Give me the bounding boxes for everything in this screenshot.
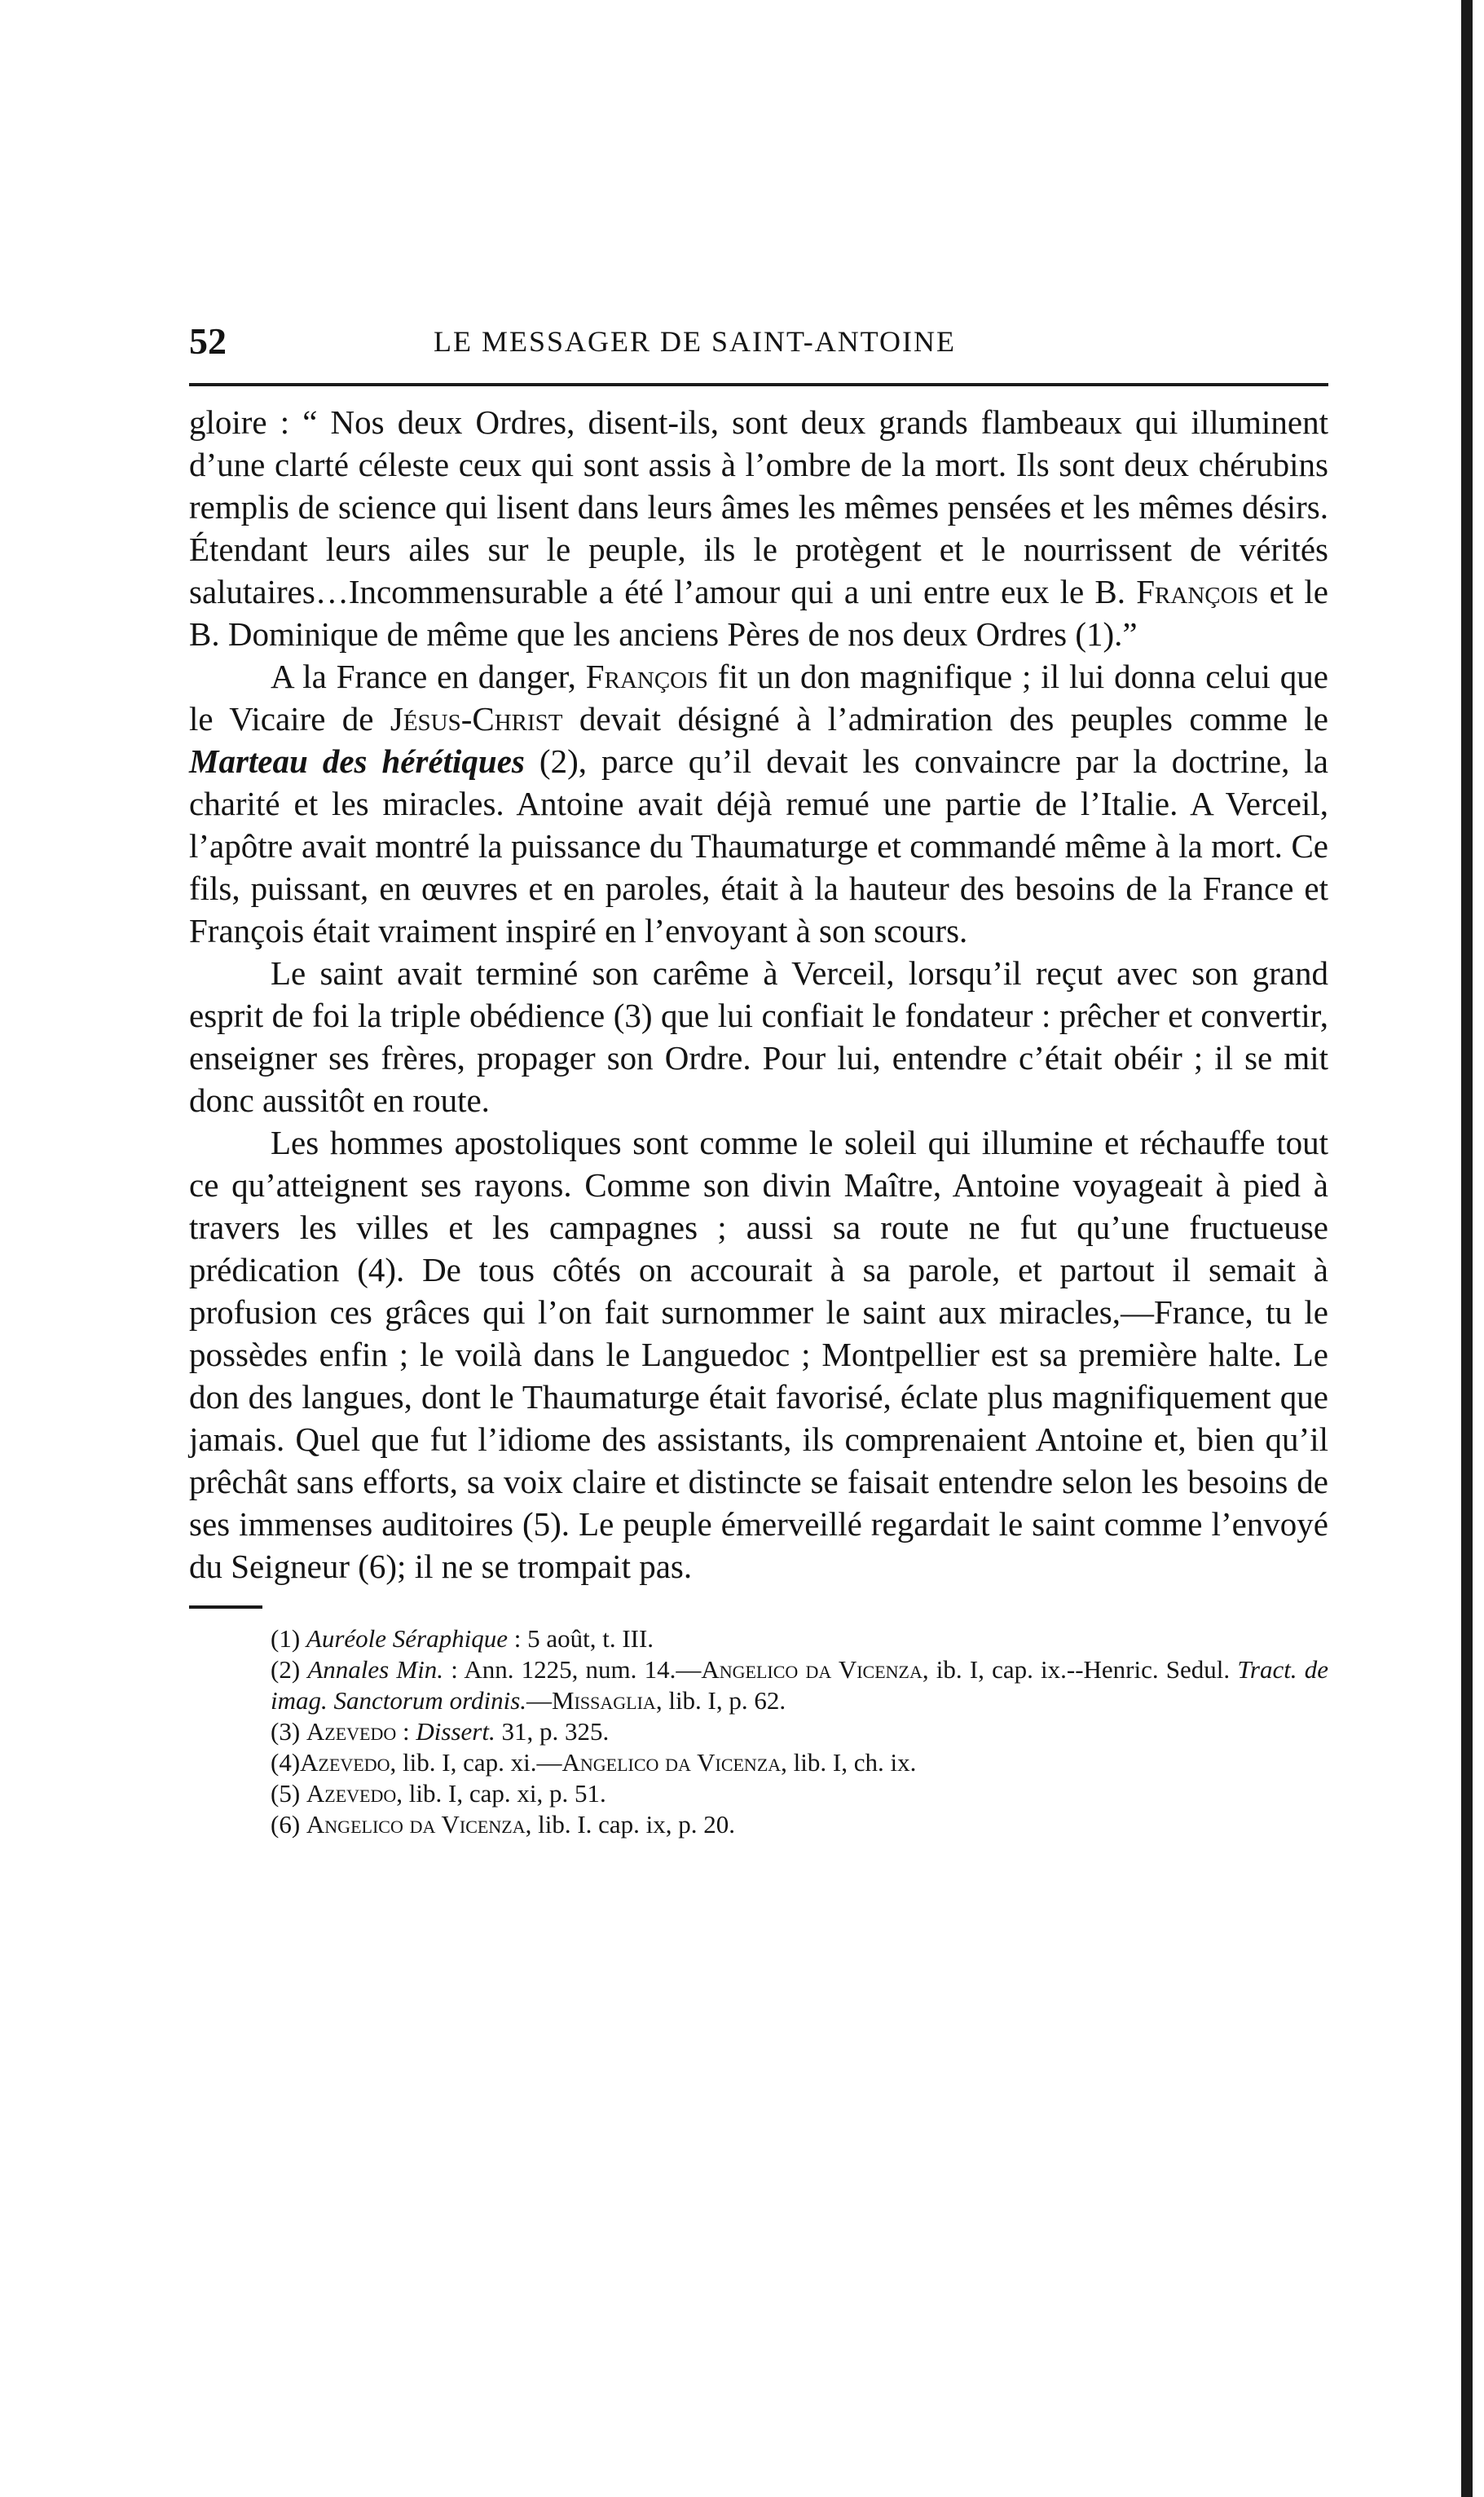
footnote-3-author: Azevedo: [306, 1717, 397, 1746]
paragraph-2-text-g: (2), parce qu’il devait les convaincre par la doctrine, la charité et les miracles. Antoine avait déjà remué une partie de l’Italie. A Verceil, l’apôtre avait montré la puissance du Thaumaturge et commandé même à la mort. Ce fils, puissant, en œuvres et en paroles, était à la hauteur des besoins de la France et François était vraiment inspiré en l’envoyant à son scours.: [189, 742, 1328, 949]
footnote-4-author: Azevedo: [300, 1748, 390, 1777]
paragraph-3: Le saint avait terminé son carême à Verceil, lorsqu’il reçut avec son grand esprit de foi la triple obédience (3) que lui confiait le fondateur : prêcher et convertir, enseigner ses frères, propager son Ordre. Pour lui, entendre c’était obéir ; il se mit donc aussitôt en route.: [189, 954, 1328, 1119]
footnote-5: [189, 1778, 1328, 1809]
footnote-2-text-a: : Ann. 1225, num. 14.—: [443, 1655, 702, 1684]
footnote-1-title: Auréole Séraphique: [306, 1624, 508, 1653]
footnote-1-number: (1): [271, 1624, 306, 1653]
paragraph-2-text-c: fit un don magnifique ; il lui donna celui que le Vicaire de: [189, 658, 1328, 738]
paragraph-1-name-francois: François: [1136, 573, 1259, 610]
footnote-2-number: (2): [271, 1655, 308, 1684]
footnote-5-author: Azevedo: [306, 1779, 397, 1808]
paragraph-1-text-a: gloire : “ Nos deux Ordres, disent-ils, sont deux grands flambeaux qui illuminent d’une clarté céleste ceux qui sont assis à l’ombre de la mort. Ils sont deux chérubins remplis de science qui lisent dans leurs âmes les mêmes pensées et les mêmes désirs. Étendant leurs ailes sur le peuple, ils le protègent et le nourrissent de vérités salutaires…Incommensurable a été l’amour qui a uni entre eux le B.: [189, 403, 1328, 610]
footnotes: [189, 1623, 1328, 1840]
footnote-6-rest: , lib. I. cap. ix, p. 20.: [525, 1810, 736, 1839]
paragraph-1-text-c: et le B. Dominique de même que les anciens Pères de nos deux Ordres (1).”: [189, 573, 1328, 653]
running-title: LE MESSAGER DE SAINT-ANTOINE: [434, 325, 956, 358]
header-rule: [189, 383, 1328, 386]
book-page: [189, 319, 1328, 1840]
page-edge-bar: [1461, 0, 1473, 2497]
footnote-2-author-angelico: Angelico da Vicenza: [701, 1655, 923, 1684]
footnote-5-rest: , lib. I, cap. xi, p. 51.: [396, 1779, 606, 1808]
body-text: [189, 401, 1328, 1588]
paragraph-2-name-jesus-christ: Jésus-Christ: [390, 700, 563, 738]
footnote-4-text-b: , lib. I, ch. ix.: [781, 1748, 917, 1777]
paragraph-2-name-francois: François: [585, 658, 708, 695]
footnote-4-number: (4): [271, 1748, 301, 1777]
footnote-2-text-c: , ib. I, cap. ix.--Henric. Sedul.: [922, 1655, 1238, 1684]
footnote-1-rest: : 5 août, t. III.: [507, 1624, 654, 1653]
paragraph-2: [189, 655, 1328, 952]
footnote-4: [189, 1747, 1328, 1778]
footnote-4-author-angelico: Angelico da Vicenza: [561, 1748, 782, 1777]
footnote-2-dash: —: [526, 1686, 553, 1715]
footnote-rule: [189, 1605, 262, 1609]
footnote-3-title: Dissert.: [416, 1717, 495, 1746]
paragraph-2-text-e: devait désigné à l’admiration des peuples comme le: [562, 700, 1328, 738]
footnote-1: [189, 1623, 1328, 1654]
footnote-2: [189, 1654, 1328, 1716]
footnote-3-separator: :: [396, 1717, 416, 1746]
footnote-3-rest: 31, p. 325.: [495, 1717, 610, 1746]
footnote-2-title-tract: Tract. de imag. Sanctorum ordinis.: [271, 1655, 1328, 1715]
footnote-2-author-missaglia: Missaglia: [552, 1686, 656, 1715]
paragraph-2-text-a: A la France en danger,: [271, 658, 586, 695]
paragraph-2-title-marteau: Marteau des hérétiques: [189, 742, 525, 780]
footnote-5-number: (5): [271, 1779, 306, 1808]
footnote-3: [189, 1716, 1328, 1747]
footnote-2-title: Annales Min.: [307, 1655, 444, 1684]
page-number: 52: [189, 320, 227, 362]
footnote-6-author: Angelico da Vicenza: [306, 1810, 526, 1839]
footnote-3-number: (3): [271, 1717, 306, 1746]
paragraph-4: Les hommes apostoliques sont comme le soleil qui illumine et réchauffe tout ce qu’atteignent ses rayons. Comme son divin Maître, Antoine voyageait à pied à travers les villes et les campagnes ; aussi sa route ne fut qu’une fructueuse prédication (4). De tous côtés on accourait à sa parole, et partout il semait à profusion ces grâces qui l’on fait surnommer le saint aux miracles,—France, tu le possèdes enfin ; le voilà dans le Languedoc ; Montpellier est sa première halte. Le don des langues, dont le Thaumaturge était favorisé, éclate plus magnifiquement que jamais. Quel que fut l’idiome des assistants, ils comprenaient Antoine et, bien qu’il prêchât sans efforts, sa voix claire et distincte se faisait entendre selon les besoins de ses immenses auditoires (5). Le peuple émerveillé regardait le saint comme l’envoyé du Seigneur (6); il ne se trompait pas.: [189, 1124, 1328, 1585]
footnote-4-text-a: , lib. I, cap. xi.—: [390, 1748, 562, 1777]
footnote-6: [189, 1809, 1328, 1840]
paragraph-1: [189, 401, 1328, 655]
page-header: [189, 319, 1328, 372]
footnote-6-number: (6): [271, 1810, 306, 1839]
footnote-2-text-g: , lib. I, p. 62.: [655, 1686, 786, 1715]
